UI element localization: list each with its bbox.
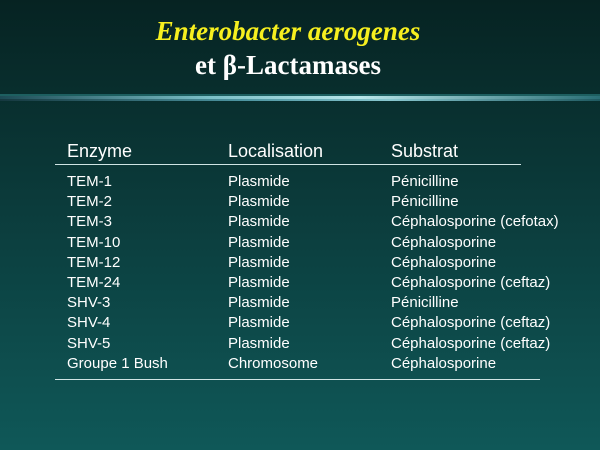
cell-substrat: Pénicilline bbox=[391, 173, 459, 190]
header-underline bbox=[55, 164, 521, 165]
cell-substrat: Pénicilline bbox=[391, 193, 459, 211]
cell-substrat: Céphalosporine (ceftaz) bbox=[391, 334, 551, 352]
table-row bbox=[0, 233, 600, 253]
cell-localisation: Chromosome bbox=[228, 354, 319, 372]
header-enzyme: Enzyme bbox=[67, 141, 133, 161]
cell-localisation: Plasmide bbox=[228, 294, 290, 312]
cell-substrat: Pénicilline bbox=[391, 294, 459, 312]
cell-localisation: Plasmide bbox=[228, 213, 290, 231]
cell-enzyme: TEM-3 bbox=[67, 213, 112, 231]
table-row bbox=[0, 354, 600, 374]
cell-enzyme: TEM-12 bbox=[67, 253, 121, 271]
header-substrat: Substrat bbox=[391, 141, 459, 161]
cell-enzyme: TEM-2 bbox=[67, 193, 112, 211]
cell-substrat: Céphalosporine bbox=[391, 233, 497, 251]
cell-substrat: Céphalosporine (ceftaz) bbox=[391, 273, 551, 291]
table-row bbox=[0, 172, 600, 192]
cell-localisation: Plasmide bbox=[228, 273, 290, 291]
header-localisation: Localisation bbox=[228, 141, 324, 161]
cell-enzyme: TEM-1 bbox=[67, 173, 112, 190]
cell-substrat: Céphalosporine bbox=[391, 354, 497, 372]
table-bottom-rule bbox=[55, 379, 540, 380]
cell-enzyme: TEM-24 bbox=[67, 273, 121, 291]
cell-localisation: Plasmide bbox=[228, 193, 290, 211]
cell-enzyme: TEM-10 bbox=[67, 233, 121, 251]
table-row bbox=[0, 334, 600, 354]
cell-enzyme: SHV-3 bbox=[67, 294, 111, 312]
table-row bbox=[0, 313, 600, 333]
cell-substrat: Céphalosporine (ceftaz) bbox=[391, 314, 551, 332]
cell-localisation: Plasmide bbox=[228, 233, 290, 251]
table-row bbox=[0, 273, 600, 293]
table-row bbox=[0, 192, 600, 212]
title-subject: et β-Lactamases bbox=[195, 50, 381, 80]
table-row bbox=[0, 293, 600, 313]
table-body bbox=[0, 172, 600, 374]
cell-substrat: Céphalosporine bbox=[391, 253, 497, 271]
cell-enzyme: SHV-4 bbox=[67, 314, 111, 332]
cell-localisation: Plasmide bbox=[228, 173, 290, 190]
table-row bbox=[0, 253, 600, 273]
cell-localisation: Plasmide bbox=[228, 253, 290, 271]
title-organism: Enterobacter aerogenes bbox=[155, 16, 421, 46]
cell-enzyme: SHV-5 bbox=[67, 334, 111, 352]
cell-substrat: Céphalosporine (cefotax) bbox=[391, 213, 559, 231]
cell-localisation: Plasmide bbox=[228, 334, 290, 352]
table-row bbox=[0, 212, 600, 232]
cell-localisation: Plasmide bbox=[228, 314, 290, 332]
cell-enzyme: Groupe 1 Bush bbox=[67, 354, 168, 372]
